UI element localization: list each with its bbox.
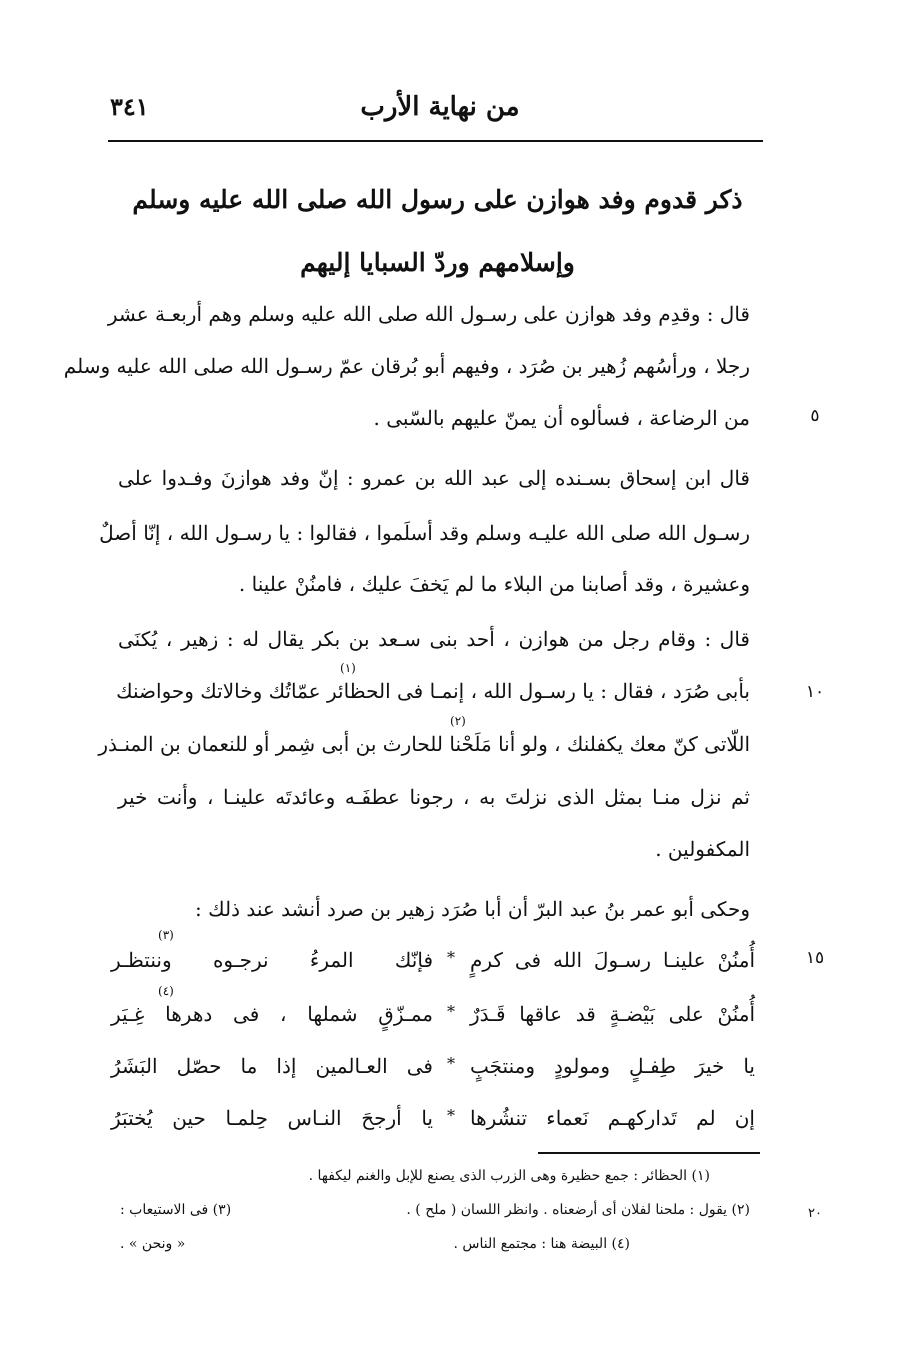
paragraph-3-line-5: المكفولين .	[655, 837, 750, 861]
verse-1-second-hemistich: فإنّك المرءُ نرجـوه وننتظـر	[111, 948, 433, 972]
paragraph-2-line-2: رسـول الله صلى الله عليـه وسلم وقد أسلَموا ، فقالوا : يا رسـول الله ، إنّا أصلٌ	[99, 521, 750, 545]
margin-line-number-10: ١٠	[805, 682, 825, 702]
margin-line-number-15: ١٥	[805, 948, 825, 968]
footnote-3-text: (٣) فى الاستيعاب :	[120, 1202, 232, 1218]
verse-4-second-hemistich: يا أرجحَ النـاس حِلمـا حين يُختبَرُ	[111, 1106, 433, 1130]
paragraph-3-line-2: بأبى صُرَد ، فقال : يا رسـول الله ، إنمـا فى الحظائر عمّاتُك وخالاتك وحواضنك	[116, 679, 750, 703]
margin-line-number-20: ٢٠	[808, 1206, 822, 1221]
paragraph-2-line-1: قال ابن إسحاق بسـنده إلى عبد الله بن عمرو : إنّ وفد هوازنَ وفـدوا على	[118, 466, 750, 490]
note-ref-3: (٣)	[158, 928, 174, 942]
verse-1-first-hemistich: أُمنُنْ علينـا رسـولَ الله فى كرمٍ	[470, 948, 755, 972]
verse-3-first-hemistich: يا خيرَ طِفـلٍ ومولودٍ ومنتجَبٍ	[470, 1054, 755, 1078]
note-ref-2: (٢)	[450, 714, 466, 728]
footnote-3-continuation: « ونحن » .	[120, 1236, 186, 1252]
paragraph-2-line-3: وعشيرة ، وقد أصابنا من البلاء ما لم يَخفَ عليك ، فامنُنْ علينا .	[238, 572, 750, 596]
footnote-4-text: (٤) البيضة هنا : مجتمع الناس .	[453, 1236, 630, 1252]
paragraph-1-line-3: من الرضاعة ، فسألوه أن يمنّ عليهم بالسّبى .	[373, 406, 750, 430]
footnote-2-text: (٢) يقول : ملحنا لفلان أى أرضعناه . وانظر اللسان ( ملح ) .	[406, 1202, 750, 1218]
verse-3-second-hemistich: فى العـالمين إذا ما حصّل البَشَرُ	[111, 1054, 433, 1078]
section-heading-line-2: وإسلامهم وردّ السبايا إليهم	[300, 248, 575, 277]
section-heading-line-1: ذكر قدوم وفد هوازن على رسول الله صلى الله عليه وسلم	[132, 185, 743, 214]
running-header-title: من نهاية الأرب	[360, 92, 520, 122]
footnote-rule	[538, 1152, 760, 1154]
page-number: ٣٤١	[110, 92, 149, 121]
note-ref-4: (٤)	[158, 984, 174, 998]
paragraph-3-line-1: قال : وقام رجل من هوازن ، أحد بنى سـعد بن بكر يقال له : زهير ، يُكنَى	[118, 627, 750, 651]
paragraph-4-line-1: وحكى أبو عمر بنُ عبد البرّ أن أبا صُرَد زهير بن صرد أنشد عند ذلك :	[195, 897, 750, 921]
verse-3-separator: *	[447, 1054, 455, 1073]
margin-line-number-5: ٥	[810, 406, 820, 426]
verse-2-first-hemistich: أُمنُنْ على بَيْضـةٍ قد عاقها قَـدَرٌ	[470, 1002, 755, 1026]
verse-2-second-hemistich: ممـزّقٍ شملها ، فى دهرها غِـيَر	[111, 1002, 433, 1026]
footnote-1-text: (١) الحظائر : جمع حظيرة وهى الزرب الذى يصنع للإبل والغنم ليكفها .	[308, 1168, 710, 1184]
verse-1-separator: *	[447, 948, 455, 967]
verse-4-first-hemistich: إن لم تَداركهـم نَعماء تنشُرها	[470, 1106, 755, 1130]
note-ref-1: (١)	[340, 661, 356, 675]
header-rule	[108, 140, 763, 142]
verse-4-separator: *	[447, 1106, 455, 1125]
paragraph-3-line-3: اللّاتى كنّ معك يكفلنك ، ولو أنا مَلَحْنا للحارث بن أبى شِمر أو للنعمان بن المنـذر	[98, 732, 750, 756]
paragraph-1-line-2: رجلا ، ورأسُهم زُهير بن صُرَد ، وفيهم أبو بُرقان عمّ رسـول الله صلى الله عليه وسلم	[63, 354, 750, 378]
paragraph-1-line-1: قال : وقدِم وفد هوازن على رسـول الله صلى الله عليه وسلم وهم أربعـة عشر	[107, 302, 750, 326]
verse-2-separator: *	[447, 1002, 455, 1021]
paragraph-3-line-4: ثم نزل منـا بمثل الذى نزلتَ به ، رجونا عطفَـه وعائدتَه علينـا ، وأنت خير	[118, 785, 750, 809]
